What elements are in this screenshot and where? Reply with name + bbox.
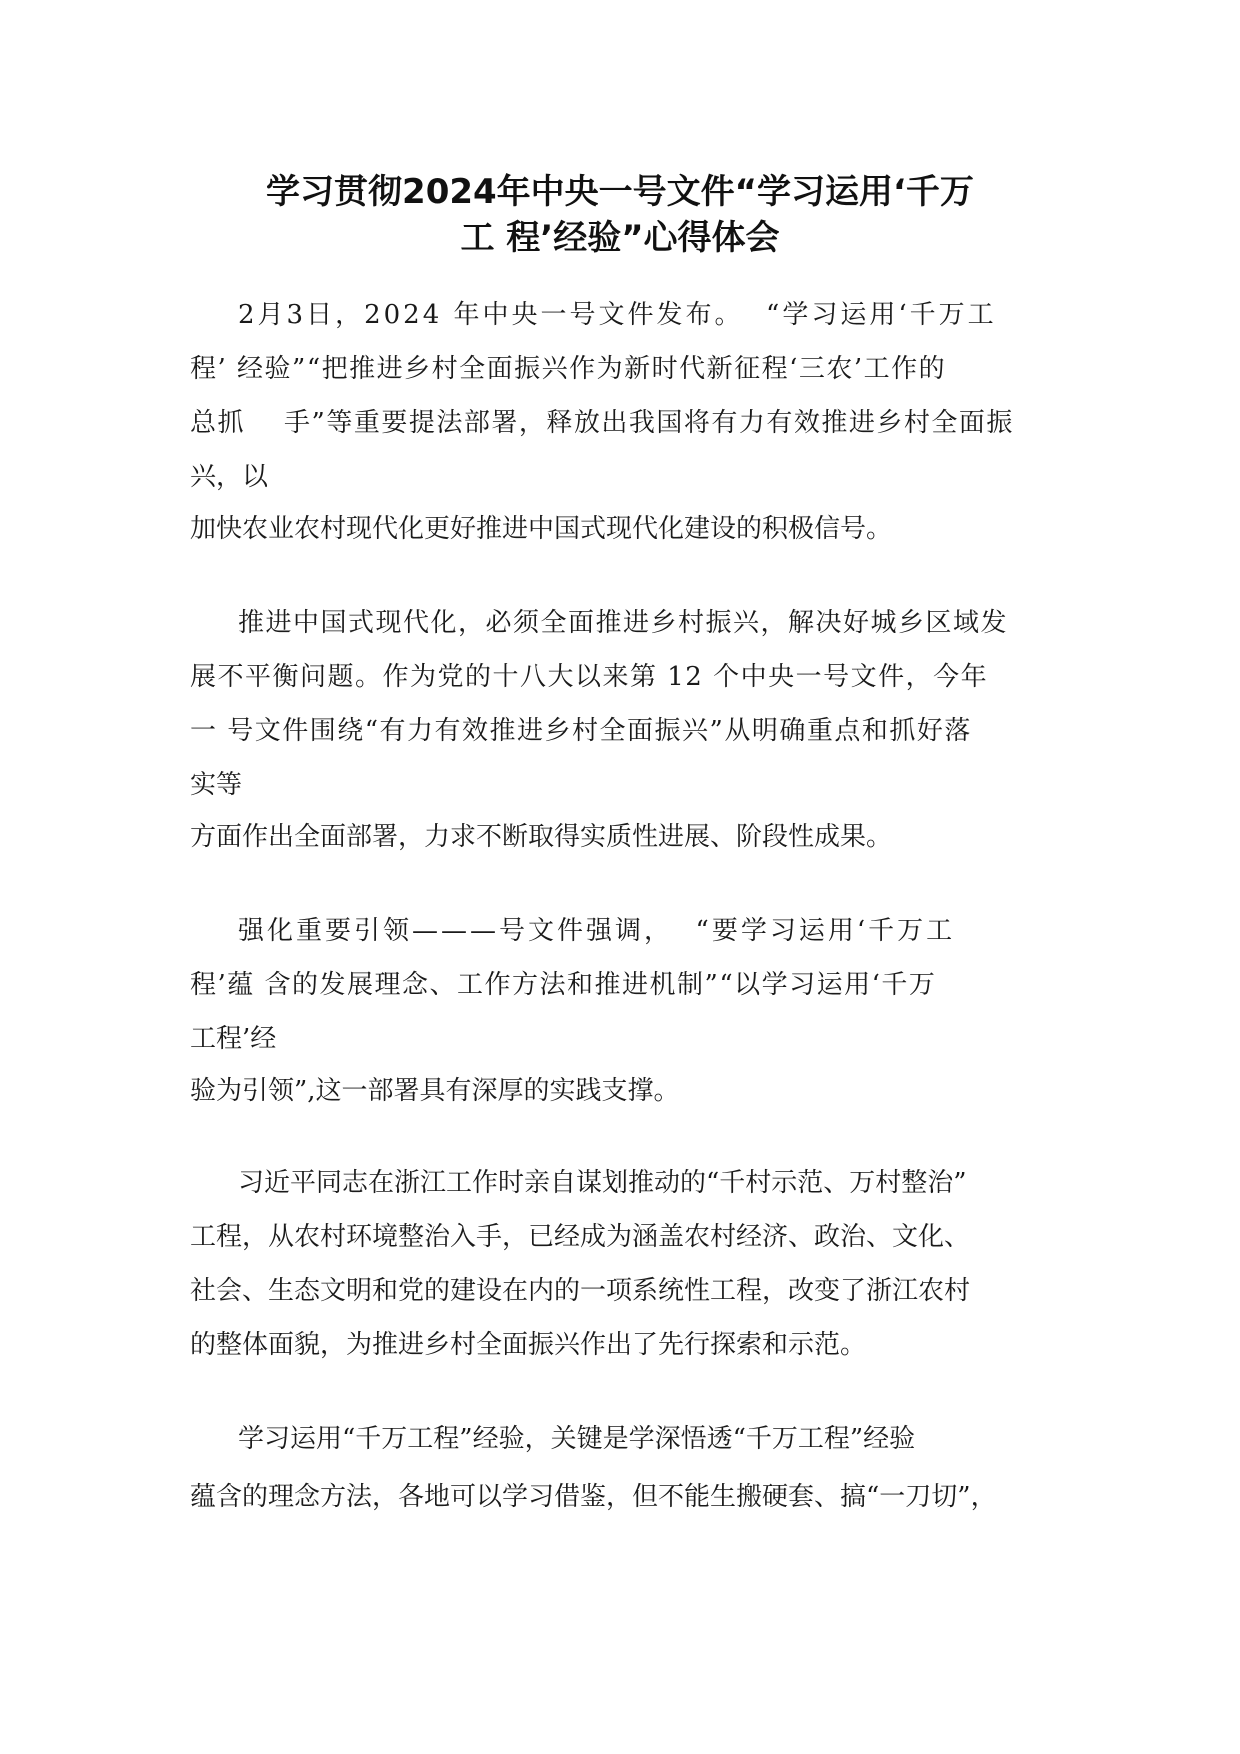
paragraph-line: 程’蕴 含的发展理念、工作方法和推进机制”“以学习运用‘千万: [190, 970, 937, 1000]
paragraph-line: 验为引领”,这一部署具有深厚的实践支撑。: [190, 1076, 680, 1106]
paragraph-line: 实等: [190, 770, 243, 800]
paragraph-line: 一 号文件围绕“有力有效推进乡村全面振兴”从明确重点和抓好落: [190, 716, 972, 746]
paragraph-line: 蕴含的理念方法，各地可以学习借鉴，但不能生搬硬套、搞“一刀切”，: [190, 1482, 997, 1512]
paragraph-line: 社会、生态文明和党的建设在内的一项系统性工程，改变了浙江农村: [190, 1276, 971, 1306]
paragraph-line: 强化重要引领———号文件强调， “要学习运用‘千万工: [238, 916, 956, 946]
paragraph-line: 工程，从农村环境整治入手，已经成为涵盖农村经济、政治、文化、: [190, 1222, 971, 1252]
paragraph-line: 推进中国式现代化，必须全面推进乡村振兴，解决好城乡区域发: [238, 608, 1009, 638]
paragraph-line: 工程’经: [190, 1024, 277, 1054]
paragraph-line: 总抓 手”等重要提法部署，释放出我国将有力有效推进乡村全面振: [190, 408, 1014, 438]
paragraph-line: 兴，以: [190, 462, 269, 492]
paragraph-line: 程’ 经验”“把推进乡村全面振兴作为新时代新征程‘三农’工作的: [190, 354, 947, 384]
paragraph-line: 习近平同志在浙江工作时亲自谋划推动的“千村示范、万村整治”: [238, 1168, 967, 1198]
paragraph-line: 方面作出全面部署，力求不断取得实质性进展、阶段性成果。: [190, 822, 893, 852]
paragraph-line: 展不平衡问题。作为党的十八大以来第 12 个中央一号文件，今年: [190, 662, 989, 692]
paragraph-line: 学习运用“千万工程”经验，关键是学深悟透“千万工程”经验: [238, 1424, 916, 1454]
document-title-line-2: 工 程’经验”心得体会: [460, 218, 780, 258]
document-title-line-1: 学习贯彻2024年中央一号文件“学习运用‘千万: [266, 172, 974, 212]
paragraph-line: 加快农业农村现代化更好推进中国式现代化建设的积极信号。: [190, 514, 893, 544]
paragraph-line: 2月3日，2024 年中央一号文件发布。 “学习运用‘千万工: [238, 300, 997, 330]
paragraph-line: 的整体面貌，为推进乡村全面振兴作出了先行探索和示范。: [190, 1330, 867, 1360]
